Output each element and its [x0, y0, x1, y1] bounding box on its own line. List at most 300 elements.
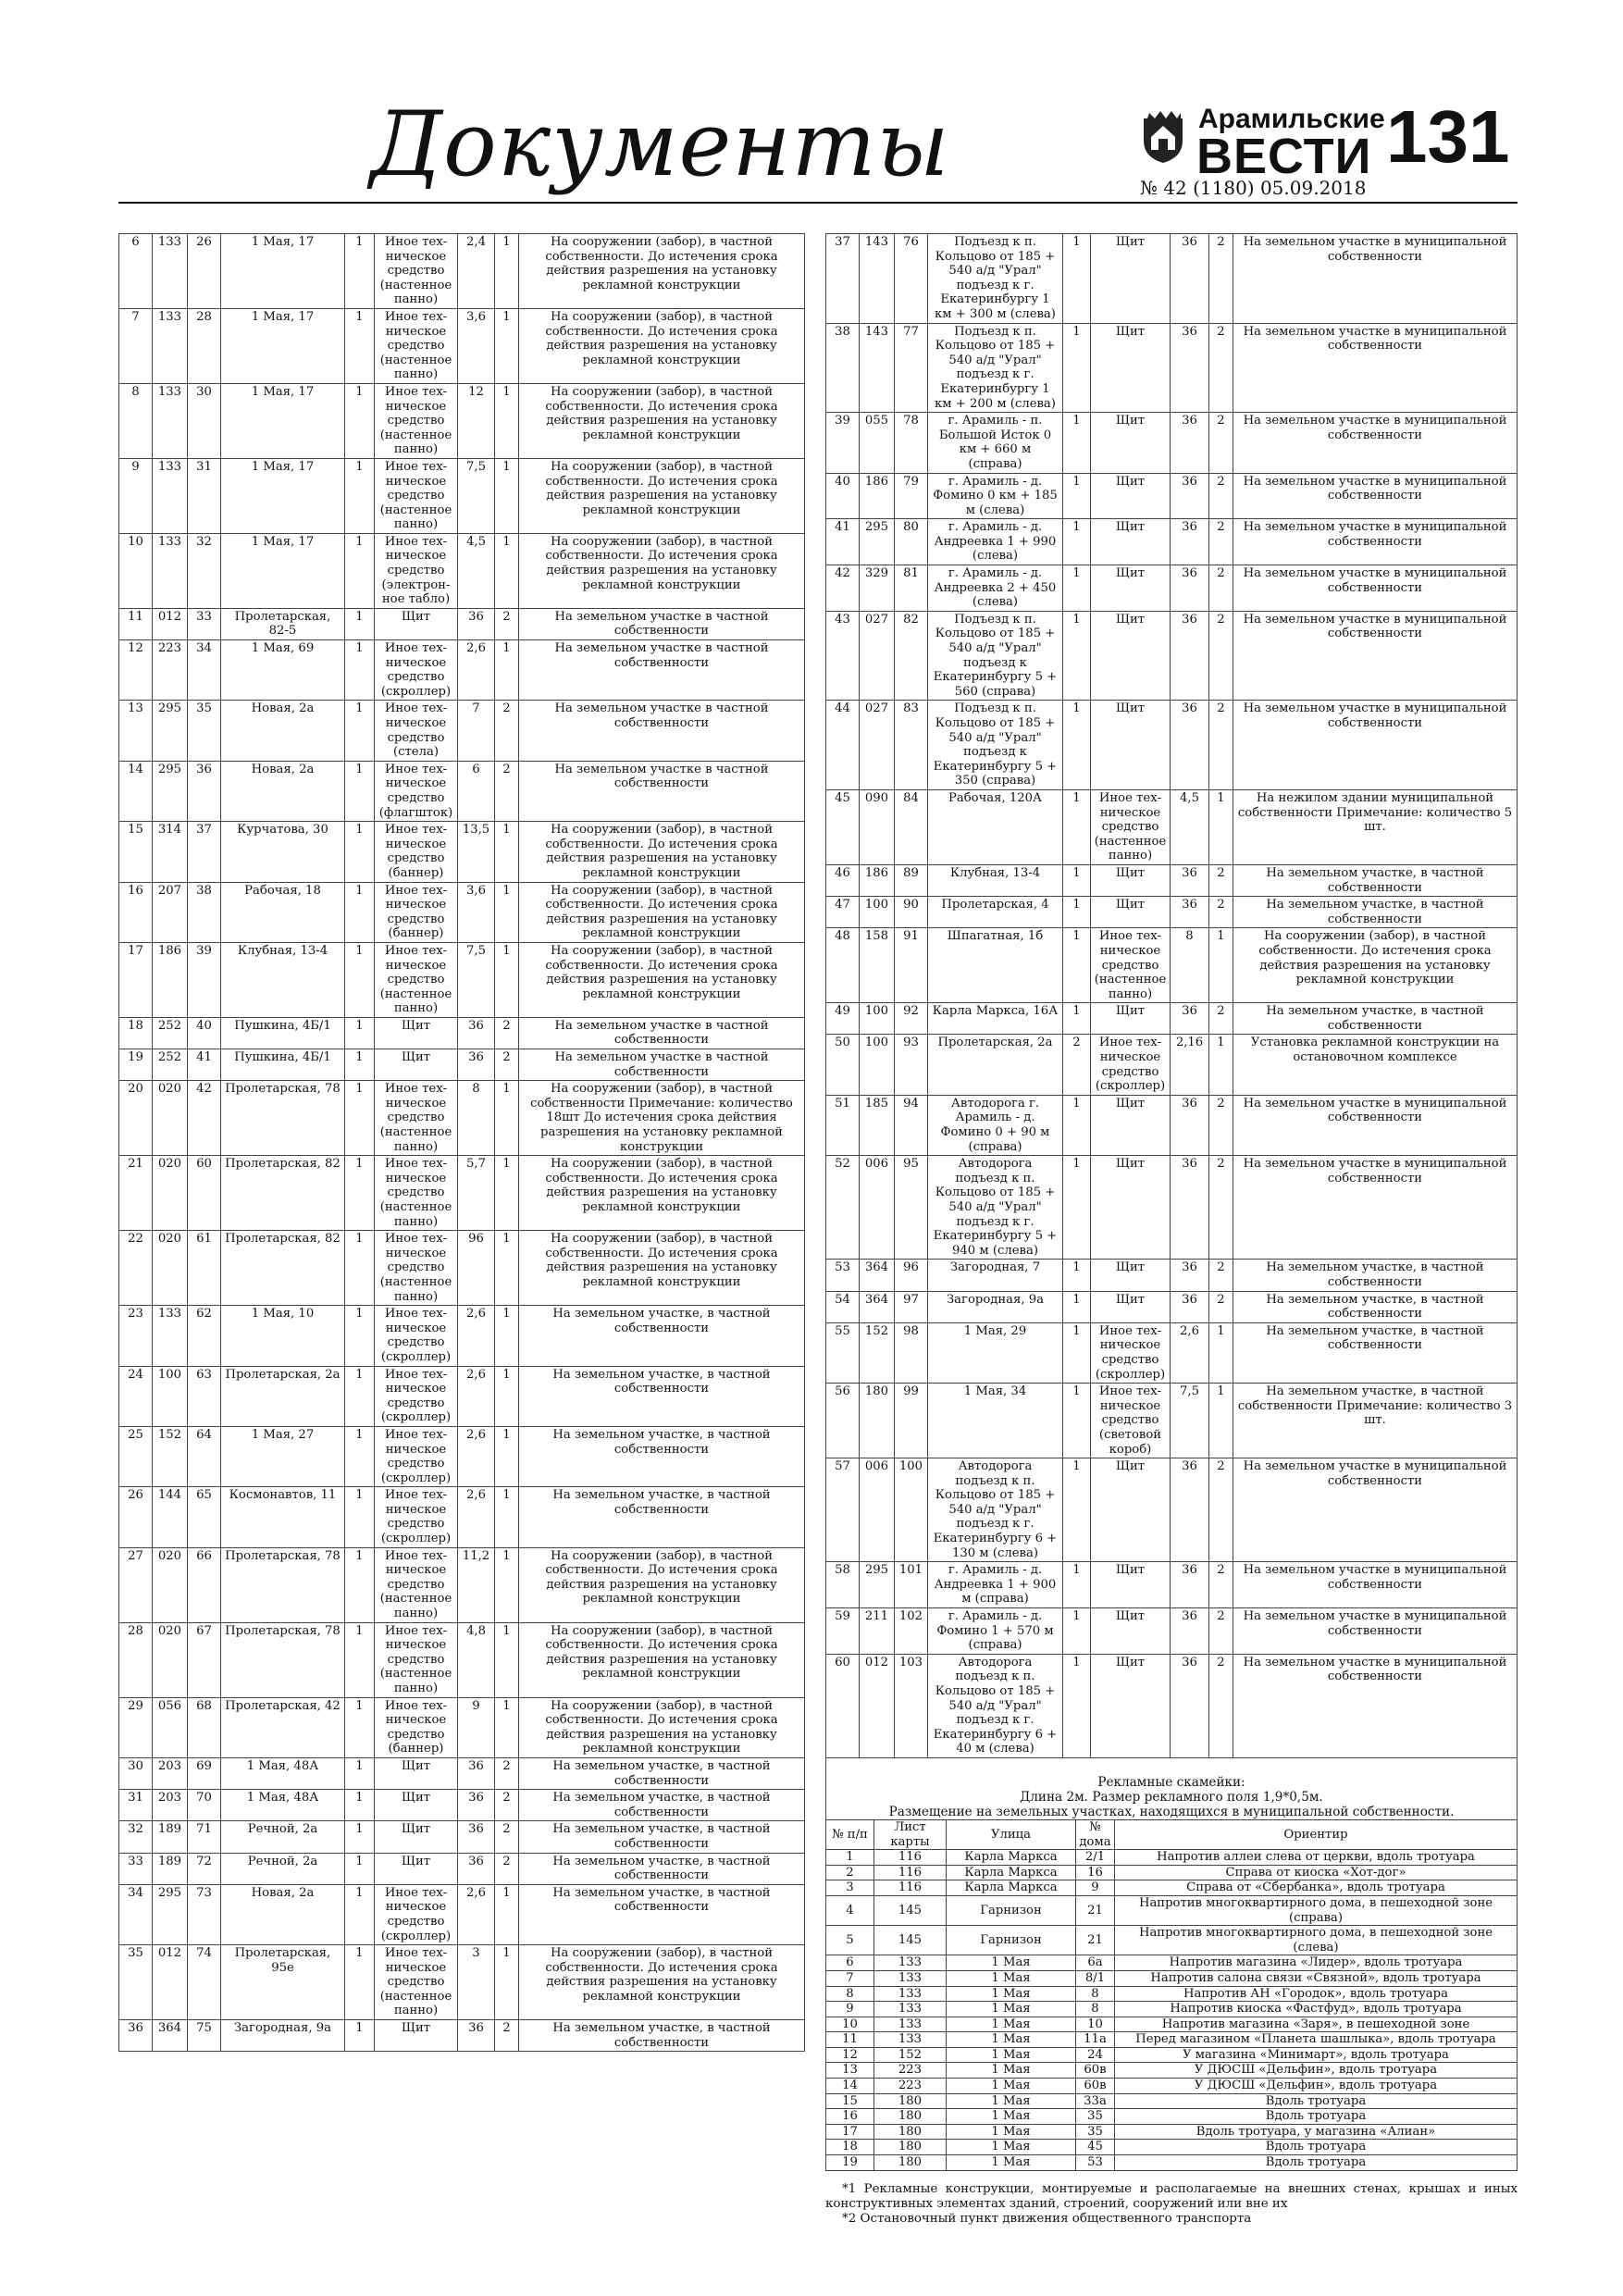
benches-cell: 223 — [874, 2079, 947, 2094]
table-cell: На сооружении (забор), в частной собственности. До истечения срока действия разрешения на установку рекламной конструкции — [519, 1547, 805, 1622]
table-cell: Рабочая, 18 — [221, 882, 345, 942]
table-cell: 103 — [895, 1654, 928, 1757]
table-cell: 36 — [188, 761, 221, 821]
table-row — [119, 1790, 805, 1821]
table-cell: 1 — [1063, 1156, 1091, 1260]
table-cell: 41 — [826, 519, 860, 565]
table-row — [119, 608, 805, 639]
table-cell: 46 — [826, 864, 860, 896]
table-cell: 1 — [1063, 1458, 1091, 1562]
table-cell: 252 — [153, 1017, 188, 1049]
table-cell: 1 Мая, 17 — [221, 458, 345, 533]
table-cell: 2 — [1209, 1458, 1233, 1562]
table-cell: На земельном участке в муниципальной собственности — [1233, 701, 1518, 790]
table-cell: 37 — [826, 234, 860, 324]
table-row — [119, 761, 805, 821]
table-cell: 1 — [345, 1790, 375, 1821]
benches-cell: 223 — [874, 2063, 947, 2079]
table-cell: 33 — [119, 1853, 153, 1884]
table-cell: Рабочая, 120А — [928, 789, 1063, 864]
benches-title: Рекламные скамейки: — [1097, 1774, 1245, 1790]
table-cell: 71 — [188, 1821, 221, 1853]
table-row — [826, 565, 1518, 612]
table-cell: 75 — [188, 2020, 221, 2052]
table-cell: На нежилом здании муниципальной собственности Примечание: количество 5 шт. — [1233, 789, 1518, 864]
table-cell: Щит — [1091, 1458, 1171, 1562]
table-cell: Установка рекламной конструкции на остановочном комплексе — [1233, 1035, 1518, 1095]
table-cell: Щит — [375, 1821, 458, 1853]
table-cell: 020 — [153, 1547, 188, 1622]
table-cell: 2 — [1209, 1608, 1233, 1655]
table-cell: 20 — [119, 1081, 153, 1156]
benches-row — [826, 2032, 1518, 2048]
table-cell: Иное тех-ническое средство (скроллер) — [375, 1426, 458, 1486]
table-cell: 1 — [1209, 928, 1233, 1003]
benches-cell: 133 — [874, 2032, 947, 2048]
table-cell: 1 — [1209, 1322, 1233, 1383]
table-row — [119, 1757, 805, 1789]
table-cell: 42 — [826, 565, 860, 612]
benches-row — [826, 2079, 1518, 2094]
table-row — [119, 1853, 805, 1884]
table-row — [826, 611, 1518, 701]
table-cell: 69 — [188, 1757, 221, 1789]
table-cell: 1 — [495, 533, 519, 608]
table-row — [119, 1697, 805, 1757]
benches-cell: 35 — [1076, 2109, 1115, 2125]
benches-cell: 53 — [1076, 2155, 1115, 2171]
benches-row — [826, 2093, 1518, 2109]
table-cell: 186 — [860, 473, 895, 519]
table-cell: 100 — [860, 897, 895, 928]
table-row — [826, 1035, 1518, 1095]
benches-cell: 1 Мая — [947, 2093, 1076, 2109]
table-cell: 36 — [1171, 701, 1209, 790]
table-cell: 1 — [495, 1156, 519, 1231]
table-cell: 1 — [345, 1945, 375, 2020]
table-cell: 36 — [458, 608, 495, 639]
table-cell: 2 — [1209, 565, 1233, 612]
benches-cell: 21 — [1076, 1895, 1115, 1925]
table-row — [826, 928, 1518, 1003]
benches-cell: 180 — [874, 2140, 947, 2155]
table-cell: 133 — [153, 383, 188, 458]
table-cell: 13,5 — [458, 822, 495, 882]
table-cell: 8 — [1171, 928, 1209, 1003]
table-cell: На земельном участке, в частной собственности — [1233, 1291, 1518, 1322]
table-cell: 186 — [153, 942, 188, 1017]
table-cell: 36 — [1171, 413, 1209, 473]
benches-cell: 8 — [1076, 1986, 1115, 2002]
table-cell: 1 — [345, 458, 375, 533]
benches-cell: У ДЮСШ «Дельфин», вдоль тротуара — [1115, 2063, 1518, 2079]
table-cell: Щит — [1091, 1260, 1171, 1291]
benches-cell: Напротив магазина «Заря», в пешеходной зоне — [1115, 2017, 1518, 2032]
table-cell: 1 — [1063, 864, 1091, 896]
ad-structures-table-right — [825, 233, 1518, 1758]
table-cell: 1 — [345, 308, 375, 383]
table-cell: 51 — [826, 1095, 860, 1155]
table-cell: 2 — [1209, 1562, 1233, 1608]
table-cell: Пролетарская, 2а — [221, 1366, 345, 1426]
table-cell: 2 — [1209, 701, 1233, 790]
benches-cell: 133 — [874, 1955, 947, 1971]
table-cell: Автодорога подъезд к п. Кольцово от 185 + 540 а/д "Урал" подъезд к г. Екатеринбургу 6 + 130 м (слева) — [928, 1458, 1063, 1562]
table-cell: 36 — [458, 1017, 495, 1049]
table-cell: 006 — [860, 1458, 895, 1562]
table-cell: Щит — [1091, 864, 1171, 896]
table-cell: 1 — [495, 822, 519, 882]
table-cell: 8 — [119, 383, 153, 458]
benches-cell: 133 — [874, 2017, 947, 2032]
table-cell: На земельном участке, в частной собственности — [519, 1757, 805, 1789]
table-row — [119, 822, 805, 882]
table-cell: 1 — [345, 2020, 375, 2052]
table-cell: 44 — [826, 701, 860, 790]
table-cell: 36 — [1171, 519, 1209, 565]
table-cell: 2 — [1209, 1260, 1233, 1291]
table-row — [826, 1003, 1518, 1035]
table-cell: Подъезд к п. Кольцово от 185 + 540 а/д "Урал" подъезд к г. Екатеринбургу 1 км + 300 м (слева) — [928, 234, 1063, 324]
benches-row — [826, 1865, 1518, 1880]
table-cell: 133 — [153, 458, 188, 533]
table-cell: 4,5 — [458, 533, 495, 608]
benches-size: Длина 2м. Размер рекламного поля 1,9*0,5м. — [1020, 1789, 1323, 1805]
benches-cell: 1 Мая — [947, 1986, 1076, 2002]
table-cell: Иное тех-ническое средство (настенное панно) — [375, 1156, 458, 1231]
table-cell: 82 — [895, 611, 928, 701]
table-cell: Иное тех-ническое средство (настенное панно) — [1091, 928, 1171, 1003]
table-cell: 101 — [895, 1562, 928, 1608]
table-cell: 2,6 — [458, 1306, 495, 1366]
table-row — [826, 519, 1518, 565]
table-cell: 36 — [1171, 1095, 1209, 1155]
table-cell: 64 — [188, 1426, 221, 1486]
table-cell: 9 — [458, 1697, 495, 1757]
table-cell: На сооружении (забор), в частной собственности. До истечения срока действия разрешения на установку рекламной конструкции — [519, 1622, 805, 1697]
table-cell: На земельном участке в частной собственности — [519, 640, 805, 701]
left-column — [118, 233, 805, 2052]
table-cell: Щит — [375, 1017, 458, 1049]
table-cell: 2,6 — [1171, 1322, 1209, 1383]
table-cell: 97 — [895, 1291, 928, 1322]
table-cell: 2 — [1209, 323, 1233, 413]
table-cell: 1 — [345, 761, 375, 821]
ad-structures-table-left — [118, 233, 805, 2052]
table-cell: 33 — [188, 608, 221, 639]
table-cell: 47 — [826, 897, 860, 928]
table-cell: 36 — [1171, 897, 1209, 928]
table-cell: 36 — [458, 1853, 495, 1884]
table-cell: 49 — [826, 1003, 860, 1035]
table-cell: 2,6 — [458, 1487, 495, 1547]
table-cell: 59 — [826, 1608, 860, 1655]
table-cell: 25 — [119, 1426, 153, 1486]
table-cell: 1 — [495, 1306, 519, 1366]
table-cell: 24 — [119, 1366, 153, 1426]
table-cell: 39 — [188, 942, 221, 1017]
benches-row — [826, 2140, 1518, 2155]
table-cell: 152 — [860, 1322, 895, 1383]
table-cell: Иное тех-ническое средство (скроллер) — [375, 1487, 458, 1547]
table-cell: 89 — [895, 864, 928, 896]
table-cell: 1 Мая, 48А — [221, 1790, 345, 1821]
table-cell: 1 — [1063, 611, 1091, 701]
table-cell: 5,7 — [458, 1156, 495, 1231]
table-row — [119, 533, 805, 608]
table-cell: 1 — [495, 1697, 519, 1757]
benches-row — [826, 1850, 1518, 1866]
benches-row — [826, 1970, 1518, 1986]
table-cell: 14 — [119, 761, 153, 821]
benches-heading — [825, 1758, 1518, 1819]
table-cell: 36 — [1171, 1654, 1209, 1757]
table-cell: 36 — [1171, 611, 1209, 701]
table-cell: 1 — [345, 1884, 375, 1944]
table-cell: 2 — [495, 1790, 519, 1821]
table-cell: 36 — [458, 1790, 495, 1821]
table-cell: 2 — [1209, 234, 1233, 324]
benches-cell: Напротив АН «Городок», вдоль тротуара — [1115, 1986, 1518, 2002]
table-cell: 1 Мая, 34 — [928, 1384, 1063, 1458]
table-cell: 295 — [860, 519, 895, 565]
table-cell: 100 — [860, 1003, 895, 1035]
benches-cell: 1 Мая — [947, 2017, 1076, 2032]
benches-cell: 11а — [1076, 2032, 1115, 2048]
table-cell: 40 — [826, 473, 860, 519]
table-cell: 34 — [188, 640, 221, 701]
benches-column-header: Лист карты — [874, 1819, 947, 1849]
table-cell: Иное тех-ническое средство (настенное панно) — [375, 942, 458, 1017]
benches-cell: 180 — [874, 2093, 947, 2109]
table-cell: Щит — [1091, 1562, 1171, 1608]
table-cell: 36 — [458, 2020, 495, 2052]
table-cell: На земельном участке в муниципальной собственности — [1233, 519, 1518, 565]
table-cell: 36 — [458, 1757, 495, 1789]
table-cell: 4,5 — [1171, 789, 1209, 864]
table-cell: 020 — [153, 1231, 188, 1306]
benches-cell: Напротив киоска «Фастфуд», вдоль тротуара — [1115, 2002, 1518, 2017]
benches-cell: 60в — [1076, 2063, 1115, 2079]
benches-row — [826, 2047, 1518, 2063]
page-header — [0, 0, 1623, 222]
table-cell: Щит — [375, 2020, 458, 2052]
table-row — [119, 2020, 805, 2052]
table-cell: 38 — [188, 882, 221, 942]
table-cell: 1 Мая, 10 — [221, 1306, 345, 1366]
table-cell: Иное тех-ническое средство (скроллер) — [375, 1366, 458, 1426]
benches-cell: 16 — [1076, 1865, 1115, 1880]
table-cell: На сооружении (забор), в частной собственности. До истечения срока действия разрешения на установку рекламной конструкции — [519, 533, 805, 608]
benches-cell: 145 — [874, 1926, 947, 1955]
table-cell: 012 — [153, 608, 188, 639]
table-cell: 68 — [188, 1697, 221, 1757]
table-cell: На сооружении (забор), в частной собственности. До истечения срока действия разрешения на установку рекламной конструкции — [519, 308, 805, 383]
table-cell: На земельном участке в частной собственности — [519, 608, 805, 639]
table-cell: На земельном участке в частной собственности — [519, 761, 805, 821]
table-cell: 31 — [119, 1790, 153, 1821]
benches-row — [826, 2155, 1518, 2171]
benches-cell: У магазина «Минимарт», вдоль тротуара — [1115, 2047, 1518, 2063]
table-cell: Иное тех-ническое средство (настенное панно) — [375, 1231, 458, 1306]
table-cell: 1 Мая, 27 — [221, 1426, 345, 1486]
table-cell: 020 — [153, 1156, 188, 1231]
table-cell: 1 — [1063, 1608, 1091, 1655]
table-cell: 2,6 — [458, 640, 495, 701]
table-row — [119, 701, 805, 761]
table-cell: 32 — [119, 1821, 153, 1853]
table-cell: 1 — [345, 1366, 375, 1426]
table-cell: 26 — [188, 234, 221, 309]
table-cell: 19 — [119, 1049, 153, 1081]
table-cell: 40 — [188, 1017, 221, 1049]
table-cell: На сооружении (забор), в частной собственности. До истечения срока действия разрешения на установку рекламной конструкции — [519, 882, 805, 942]
benches-cell: 33а — [1076, 2093, 1115, 2109]
benches-cell: 1 Мая — [947, 2032, 1076, 2048]
table-row — [119, 1821, 805, 1853]
table-row — [119, 1017, 805, 1049]
table-cell: 99 — [895, 1384, 928, 1458]
table-cell: 60 — [826, 1654, 860, 1757]
benches-cell: 8 — [826, 1986, 874, 2002]
table-cell: 76 — [895, 234, 928, 324]
table-cell: На земельном участке, в частной собственности — [519, 1426, 805, 1486]
table-cell: г. Арамиль - д. Андреевка 1 + 900 м (справа) — [928, 1562, 1063, 1608]
table-cell: 1 Мая, 17 — [221, 533, 345, 608]
table-cell: 36 — [119, 2020, 153, 2052]
benches-cell: 1 Мая — [947, 1955, 1076, 1971]
benches-cell: Справа от киоска «Хот-дог» — [1115, 1865, 1518, 1880]
table-cell: 36 — [1171, 1260, 1209, 1291]
table-cell: 1 — [1063, 1291, 1091, 1322]
table-cell: Щит — [375, 1853, 458, 1884]
table-cell: 17 — [119, 942, 153, 1017]
table-cell: 36 — [1171, 234, 1209, 324]
table-cell: 57 — [826, 1458, 860, 1562]
table-cell: 67 — [188, 1622, 221, 1697]
benches-cell: 15 — [826, 2093, 874, 2109]
benches-cell: 13 — [826, 2063, 874, 2079]
table-cell: 1 — [1063, 897, 1091, 928]
benches-cell: Напротив салона связи «Связной», вдоль тротуара — [1115, 1970, 1518, 1986]
footnotes — [825, 2182, 1518, 2227]
table-cell: 207 — [153, 882, 188, 942]
table-cell: 2 — [1209, 1003, 1233, 1035]
table-cell: 2,6 — [458, 1426, 495, 1486]
benches-row — [826, 1955, 1518, 1971]
table-row — [826, 1384, 1518, 1458]
table-cell: 9 — [119, 458, 153, 533]
benches-cell: Напротив многоквартирного дома, в пешеходной зоне (слева) — [1115, 1926, 1518, 1955]
benches-cell: Вдоль тротуара — [1115, 2155, 1518, 2171]
benches-row — [826, 1926, 1518, 1955]
table-cell: Иное тех-ническое средство (настенное панно) — [375, 383, 458, 458]
table-cell: 11 — [119, 608, 153, 639]
table-cell: 36 — [1171, 1156, 1209, 1260]
table-cell: 1 — [495, 1622, 519, 1697]
table-cell: 2 — [495, 1821, 519, 1853]
table-cell: 1 — [345, 608, 375, 639]
table-cell: На земельном участке, в частной собственности — [1233, 897, 1518, 928]
table-cell: 96 — [458, 1231, 495, 1306]
table-cell: 38 — [826, 323, 860, 413]
table-cell: 1 — [495, 1547, 519, 1622]
table-cell: 56 — [826, 1384, 860, 1458]
table-cell: 1 — [1063, 1384, 1091, 1458]
table-cell: Щит — [1091, 234, 1171, 324]
table-row — [826, 1654, 1518, 1757]
benches-cell: 19 — [826, 2155, 874, 2171]
right-column — [825, 233, 1518, 2227]
table-cell: 10 — [119, 533, 153, 608]
table-cell: 42 — [188, 1081, 221, 1156]
table-cell: Иное тех-ническое средство (световой короб) — [1091, 1384, 1171, 1458]
benches-cell: Напротив аллеи слева от церкви, вдоль тротуара — [1115, 1850, 1518, 1866]
table-cell: Пролетарская, 82 — [221, 1231, 345, 1306]
table-cell: Иное тех-ническое средство (скроллер) — [1091, 1035, 1171, 1095]
table-cell: 36 — [1171, 1562, 1209, 1608]
benches-cell: 7 — [826, 1970, 874, 1986]
benches-cell: 1 Мая — [947, 2063, 1076, 2079]
table-cell: Пролетарская, 78 — [221, 1081, 345, 1156]
table-cell: 1 — [345, 1081, 375, 1156]
benches-cell: 17 — [826, 2124, 874, 2140]
table-cell: 63 — [188, 1366, 221, 1426]
benches-row — [826, 2124, 1518, 2140]
table-cell: Клубная, 13-4 — [221, 942, 345, 1017]
table-cell: Автодорога подъезд к п. Кольцово от 185 + 540 а/д "Урал" подъезд к г. Екатеринбургу 5 + 940 м (слева) — [928, 1156, 1063, 1260]
table-cell: 36 — [1171, 1608, 1209, 1655]
table-cell: Щит — [1091, 1095, 1171, 1155]
table-cell: 2 — [495, 1853, 519, 1884]
table-cell: 1 — [345, 383, 375, 458]
table-cell: 35 — [188, 701, 221, 761]
table-cell: Иное тех-ническое средство (скроллер) — [375, 1884, 458, 1944]
table-cell: 1 — [495, 1081, 519, 1156]
table-cell: 152 — [153, 1426, 188, 1486]
table-row — [826, 1608, 1518, 1655]
table-cell: 31 — [188, 458, 221, 533]
table-cell: 364 — [153, 2020, 188, 2052]
table-cell: Иное тех-ническое средство (баннер) — [375, 882, 458, 942]
table-cell: 1 — [495, 942, 519, 1017]
table-cell: 35 — [119, 1945, 153, 2020]
table-row — [119, 308, 805, 383]
benches-cell: 18 — [826, 2140, 874, 2155]
table-cell: 1 — [495, 458, 519, 533]
table-cell: На земельном участке в частной собственности — [519, 1049, 805, 1081]
table-cell: 1 — [345, 1231, 375, 1306]
table-cell: 1 — [1063, 519, 1091, 565]
table-cell: 1 — [345, 882, 375, 942]
table-cell: 36 — [1171, 323, 1209, 413]
table-cell: 7,5 — [458, 942, 495, 1017]
table-cell: 012 — [860, 1654, 895, 1757]
benches-cell: 116 — [874, 1850, 947, 1866]
table-cell: Иное тех-ническое средство (настенное панно) — [375, 234, 458, 309]
table-cell: На земельном участке, в частной собственности — [519, 1853, 805, 1884]
table-cell: На земельном участке в муниципальной собственности — [1233, 1608, 1518, 1655]
table-cell: 32 — [188, 533, 221, 608]
table-cell: Иное тех-ническое средство (скроллер) — [1091, 1322, 1171, 1383]
table-cell: 36 — [458, 1049, 495, 1081]
benches-cell: 2/1 — [1076, 1850, 1115, 1866]
table-row — [119, 1306, 805, 1366]
table-cell: 91 — [895, 928, 928, 1003]
table-cell: 98 — [895, 1322, 928, 1383]
table-cell: 1 — [1063, 1003, 1091, 1035]
table-row — [826, 1562, 1518, 1608]
